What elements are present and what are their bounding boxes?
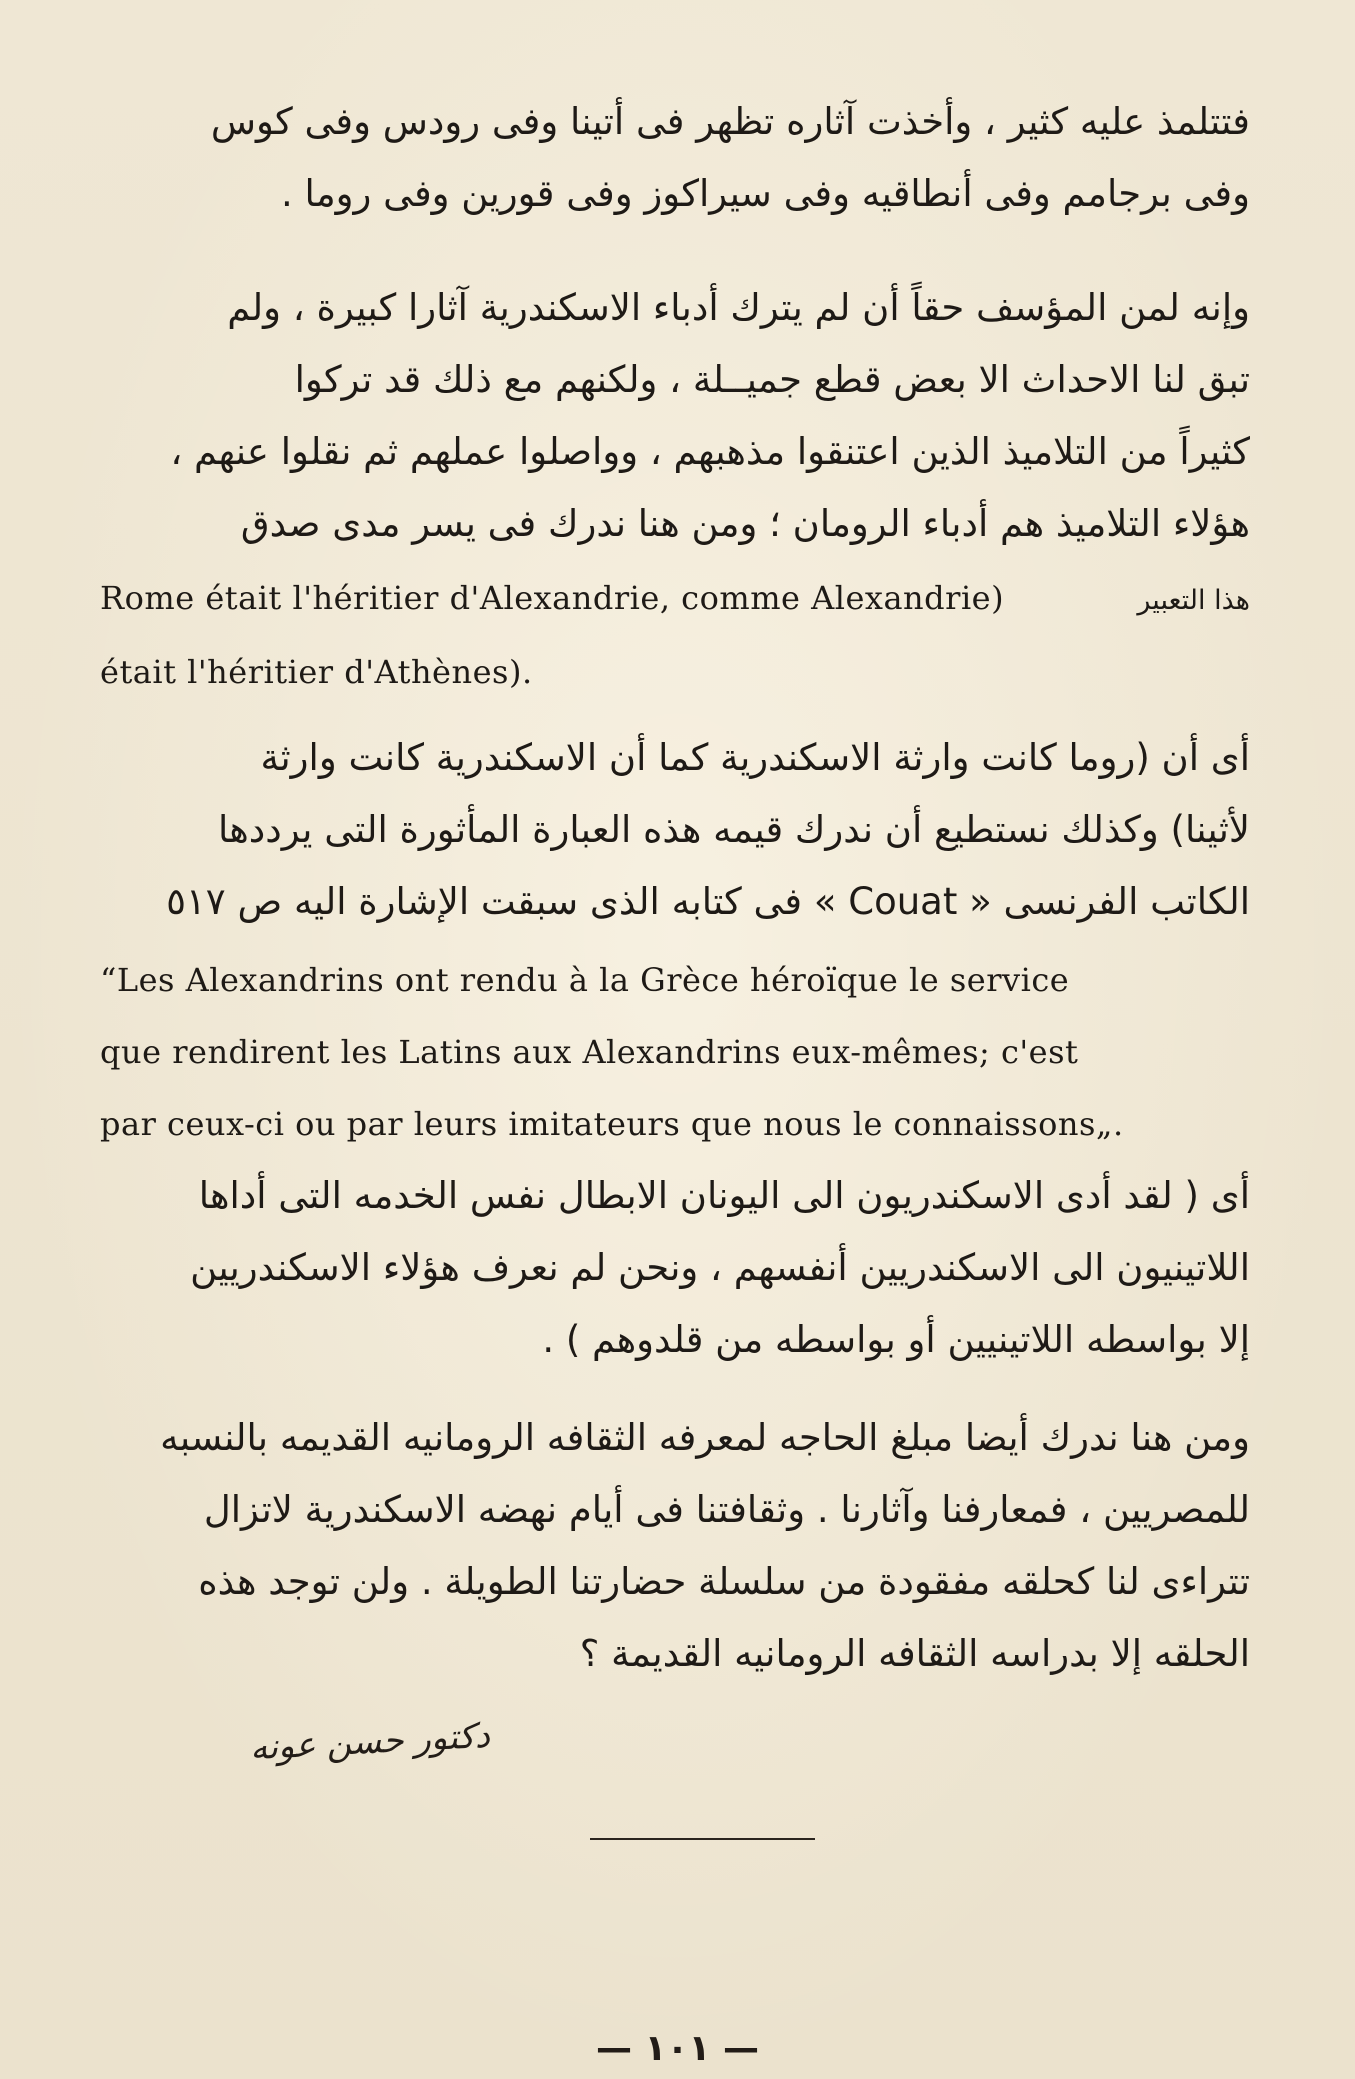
text-line: وإنه لمن المؤسف حقاً أن لم يترك أدباء الاسكندرية آثارا كبيرة ، ولم <box>227 286 1250 329</box>
paragraph-5 <box>100 1402 1250 1690</box>
paragraph-3 <box>100 722 1250 938</box>
text-line: “Les Alexandrins ont rendu à la Grèce héroïque le service <box>100 961 1070 999</box>
french-text: Rome était l'héritier d'Alexandrie, comme Alexandrie) <box>100 579 1005 617</box>
text-line: هؤلاء التلاميذ هم أدباء الرومان ؛ ومن هنا ندرك فى يسر مدى صدق <box>240 502 1250 545</box>
text-line: par ceux-ci ou par leurs imitateurs que nous le connaissons„. <box>100 1105 1124 1143</box>
text-line: الحلقه إلا بدراسه الثقافه الرومانيه القديمة ؟ <box>579 1632 1250 1675</box>
text-line: أى ( لقد أدى الاسكندريون الى اليونان الابطال نفس الخدمه التى أداها <box>198 1174 1250 1217</box>
text-line: وفى برجامم وفى أنطاقيه وفى سيراكوز وفى قورين وفى روما . <box>281 172 1250 215</box>
divider-rule <box>590 1838 815 1840</box>
text-line: أى أن (روما كانت وارثة الاسكندرية كما أن الاسكندرية كانت وارثة <box>260 736 1250 779</box>
text-line: للمصريين ، فمعارفنا وآثارنا . وثقافتنا فى أيام نهضه الاسكندرية لاتزال <box>203 1488 1250 1531</box>
paragraph-1 <box>100 86 1250 230</box>
arabic-text: هذا التعبير <box>1137 585 1250 616</box>
mixed-line <box>100 562 1250 637</box>
text-line: تبق لنا الاحداث الا بعض قطع جميــلة ، ولكنهم مع ذلك قد تركوا <box>294 358 1250 401</box>
paragraph-2 <box>100 272 1250 560</box>
text-line: اللاتينيون الى الاسكندريين أنفسهم ، ونحن لم نعرف هؤلاء الاسكندريين <box>190 1246 1250 1289</box>
text-line: était l'héritier d'Athènes). <box>100 653 533 691</box>
author-signature: دكتور حسن عونه <box>249 1715 491 1769</box>
text-line: الكاتب الفرنسى « Couat » فى كتابه الذى سبقت الإشارة اليه ص ٥١٧ <box>166 880 1250 923</box>
french-line <box>100 636 1250 708</box>
text-line: كثيراً من التلاميذ الذين اعتنقوا مذهبهم ، وواصلوا عملهم ثم نقلوا عنهم ، <box>170 430 1250 473</box>
text-line: فتتلمذ عليه كثير ، وأخذت آثاره تظهر فى أتينا وفى رودس وفى كوس <box>210 100 1250 143</box>
text-line: لأثينا) وكذلك نستطيع أن ندرك قيمه هذه العبارة المأثورة التى يرددها <box>217 808 1250 851</box>
french-quote <box>100 944 1250 1160</box>
text-line: تتراءى لنا كحلقه مفقودة من سلسلة حضارتنا الطويلة . ولن توجد هذه <box>198 1560 1250 1603</box>
page-number: — ١٠١ — <box>595 2028 759 2069</box>
paragraph-4 <box>100 1160 1250 1376</box>
text-line: إلا بواسطه اللاتينيين أو بواسطه من قلدوهم ) . <box>542 1318 1250 1361</box>
text-line: ومن هنا ندرك أيضا مبلغ الحاجه لمعرفه الثقافه الرومانيه القديمه بالنسبه <box>160 1416 1250 1459</box>
text-line: que rendirent les Latins aux Alexandrins eux-mêmes; c'est <box>100 1033 1079 1071</box>
